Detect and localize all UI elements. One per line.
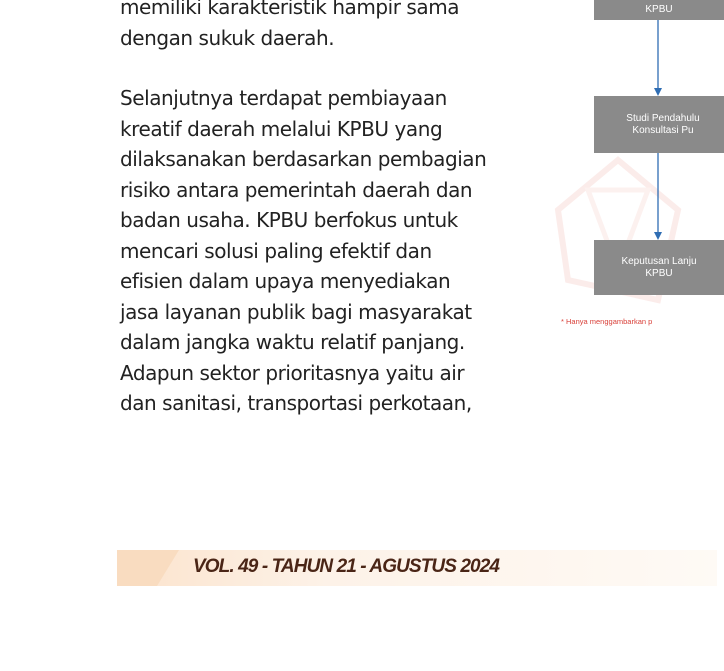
flowchart-box-keputusan-line-2: KPBU <box>645 267 673 279</box>
flowchart-box-studi-pendahuluan <box>594 96 724 153</box>
flowchart-box-keputusan <box>594 240 724 295</box>
article-body <box>120 0 525 419</box>
paragraph-2-line-4: risiko antara pemerintah daerah dan <box>120 177 473 202</box>
paragraph-1-line-2: dengan sukuk daerah. <box>120 25 335 50</box>
paragraph-2-line-5: badan usaha. KPBU berfokus untuk <box>120 208 458 232</box>
flowchart-footnote: * Hanya menggambarkan p <box>561 317 653 326</box>
flowchart-arrow-1 <box>653 20 663 96</box>
flowchart-box-kpbu-label: KPBU <box>645 4 673 15</box>
flowchart-arrow-2 <box>653 153 663 240</box>
paragraph-2-line-7: efisien dalam upaya menyediakan <box>120 269 451 293</box>
paragraph-2 <box>120 83 525 419</box>
flowchart-box-studi-line-2: Konsultasi Pu <box>632 124 694 136</box>
paragraph-2-line-1: Selanjutnya terdapat pembiayaan <box>120 86 447 110</box>
paragraph-1 <box>120 0 525 53</box>
paragraph-2-line-11: dan sanitasi, transportasi perkotaan, <box>120 391 472 415</box>
paragraph-1-line-1: memiliki karakteristik hampir sama <box>120 0 460 19</box>
paragraph-2-line-9: dalam jangka waktu relatif panjang. <box>120 330 465 354</box>
flowchart-box-keputusan-line-1: Keputusan Lanju <box>621 255 697 267</box>
flowchart-box-studi-line-1: Studi Pendahulu <box>626 112 700 124</box>
flowchart-box-kpbu <box>594 0 724 20</box>
paragraph-2-line-10: Adapun sektor prioritasnya yaitu air <box>120 360 465 385</box>
paragraph-2-line-6: mencari solusi paling efektif dan <box>120 238 432 263</box>
paragraph-2-line-8: jasa layanan publik bagi masyarakat <box>120 299 472 324</box>
paragraph-2-line-3: dilaksanakan berdasarkan pembagian <box>120 147 487 171</box>
issue-label: VOL. 49 - TAHUN 21 - AGUSTUS 2024 <box>193 556 500 577</box>
paragraph-2-line-2: kreatif daerah melalui KPBU yang <box>120 116 443 141</box>
